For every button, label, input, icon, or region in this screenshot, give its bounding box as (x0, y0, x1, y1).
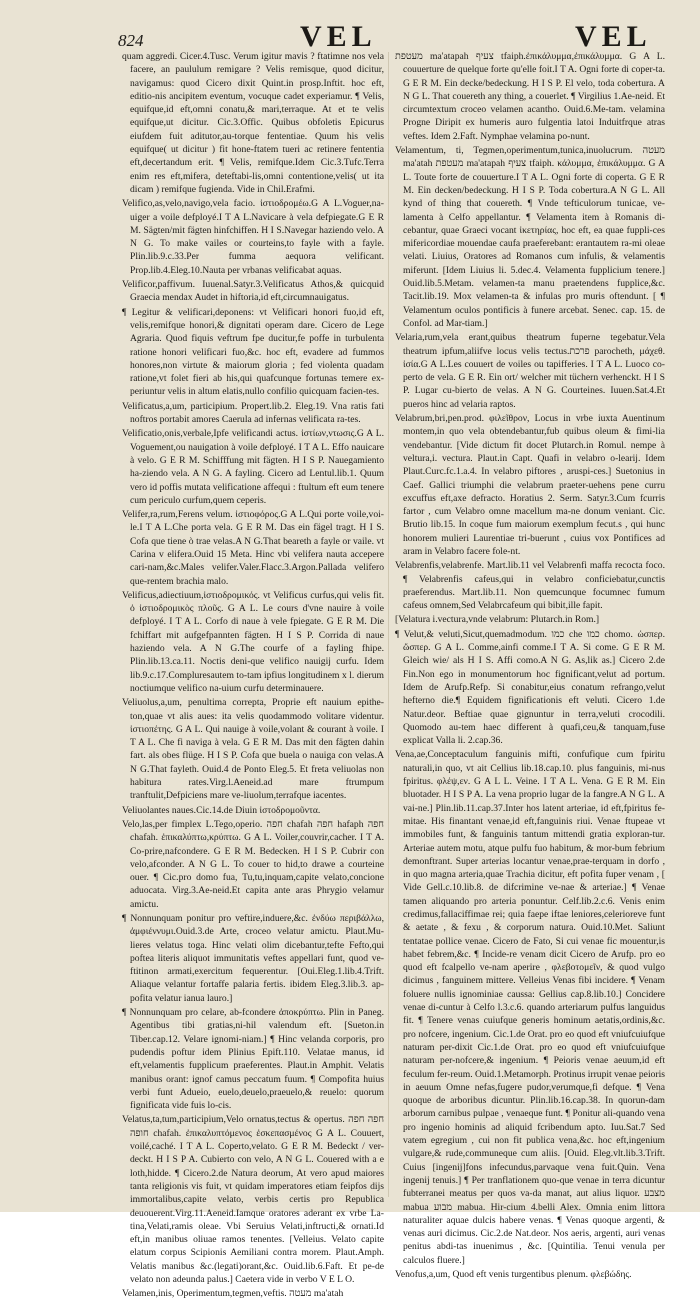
entry-velut: ¶ Velut,& veluti,Sicut,quemadmodum. כמו che כמו chomo. ὡσπερ. ὥσπερ. G A L. Comme,ainfi comme.I T A. Si come. G E R M. Gleich wie/ als H I S. Affi como.A N G. As,lik as.] Cicero 2.de Fin.Non ego in monumentorum hoc fignificant,velut ad portum. Idem de Arufp.Refp. Si conabitur,eius conatum refrango,velut hefterno die.¶ Equidem fignificationis eft veluti. Cicero 1.de Natur.deor. Beftiae quae gignuntur in terra,veluti crocodili. Quomodo au-tem haec different à quafi,ceu,& tanquam,fuse explicat Valla li. 2.cap.36. (395, 628, 665, 747)
entry-velifico: Velifico,as,velo,navigo,vela facio. ἱστιοδρομέω.G A L.Voguer,na-uiger a voile defployé.I T A L.Navicare à vela defpiegate.G E R M. Sägten/mit fägten hinfchiffen. H I S.Navegar haziendo velo. A N G. To make vailes or courteins,to fayle with a fayle. Plin.lib.9.c.33.Per fumma aequora velificant. Prop.lib.4.Eleg.10.Nauta per vrbanas velificabat aquas. (122, 198, 384, 276)
entry-vena: Vena,ae,Conceptaculum fanguinis mifti, confufique cum fpiritu naturali,in quo, vt ait Cellius lib.18.cap.10. plus fanguinis, mi-nus fpiritus. φλέψ,εν. G A L L. Veine. I T A L. Vena. G E R M. Ein bluotader. H I S P A. La vena proprio lugar de la fangre.A N G L. A vai-ne.] Plin.lib.11.cap.37.Inter hos latent arteriae, id eft,fpiritus fe-mitae. His finantant venae,id eft,fanguinis riui. Venae ftupeae vt immobiles funt, & fanguinis tantum mittendi gratia exploran-tur. Arteriae autem motu, atque pulfu fuo habitum, & mor-bum febrium demonftrant. Super arterias locantur venae,prae-terquam in dorfo , in quo magna arteria,quae Trachia dicitur, eft pofita fuper venam , [ Vide Gell.c.10.lib.8. de difcrimine ve-nae & arteriae.] ¶ Venae tamen aliquando pro arteria ponuntur. Celf.lib.2.c.6. Venis enim credimus,fallaciffimae rei; quia faepe iftae leniores,celerioreve funt & aetate , & fexu , & corporum natura. Ouid.10.Met. Saliunt tentatae pollice venae. Cicero de Fato, Si cui venae fic mouentur,is habet febrem,&c. ¶ Incide-re venam dicit Cicero de Arufp. pro eo quod eft fcalpello ve-nam aperire , φλεβοτομεῖν, & quod vulgo dicimus , fanguinem mittere. Velleius Venas fibi incidere. ¶ Venam foluere nullis ignominiae caussa: Gellius cap.8.lib.10.] Concidere venae di-cuntur à Celfo l.3.c.6. quando arteriarum pulfus languidus fit. ¶ Tenere venas cuiufque generis hominum aetatis,ordinis,&c. pro nofcere, ingenium. Cic.1.de Orat. pro eo quod eft vniufcuiufque naturam per-dixit Cic.1.de Orat. pro eo quod eft vniufcuiufque naturam per-nofcere,& ingenium. ¶ Peioris venae aeuum,id eft feculum fer-reum. Ouid.1.Metamorph. Protinus irrupit venae peioris in aeuum Omne nefas,fugere pudor,verumque,fi defque. ¶ Vena quoque de arboribus dicuntur. Plin.lib.16.cap.38. In quorun-dam arborum carnibus pulpae , venaeque funt. ¶ Ponitur ali-quando vena pro ingenio hominis ad aliquid fcribendum apto. Iuu.Sat.7 Sed vatem egregium , cui non fit publica vena,&c. hoc eft,ingenium vulgare,& rude,communeque cum aliis. [Ouid. Eleg.vlt.lib.3.Trift. Cuius [ingenij]fons infecundus,parvaque vena fuit.Quin. Vena ingenij tenuis.] ¶ Per tranflationem quo-que venae in terra dicuntur fubterranei meatus per quos va-da manat, aut alius liquor. מצבע mabua מבוע mabua. Hir-cium 4.belli Alex. Omnia enim littora naturaliter aquae dulcis habere venas. ¶ Venas quoque argenti, & venas auri dicimus. Cic.2.de Nat.deor. Nos aeris, argenti, auri venas penitus abdi-tas inuenimus , &c. [Quintilia. Tenui venula per calculos fluere.] (395, 749, 665, 1266)
running-head-left: VEL (300, 20, 377, 53)
entry-velabrum: Velabrum,bri,pen.prod. φιλεῖθρον, Locus in vrbe iuxta Auentinum montem,in quo vela obtendebantur,fub quibus oleum & fimi-lia vendebantur. [Vide dictum fit docet Plutarch.in Romul. nempe à veltura,i. vectura. Plaut.in Capt. Quafi in velabro o-learij. Idem Plaut.Curc.fc.1.a.4. In velabro piftores , aruspi-ces.] Suetonius in Caef. Gallici triumphi die velabrum praeter-uehens pene curru excuffus eft,axe defracto. Horatius 2. Serm. Satyr.3.Cum fcurris fartor , cum Velabro omne macellum ma-ne donum veniant. Cic. Brutio lib.15. In coque fum maiorum exemplum fecut.s , qui hunc honorem mulieri Laurentiae tri-buerunt , cuius vox Pontifices ad aram in Velabro facere fole-nt. (395, 413, 665, 557)
entry-velificatus: Velificatus,a,um, participium. Propert.lib.2. Eleg.19. Vna ratis fati noftros portabit amores Caerula ad infernas velificata ra-tes. (122, 400, 384, 426)
running-head-right: VEL (575, 20, 652, 53)
column-divider (388, 52, 389, 1197)
entry-velificus: Velificus,adiectiuum,ἱστιοδρομικός. vt Velificus curfus,qui velis fit. ὁ ἱστιοδρομικὸς πλοῦς. G A L. Le cours d'vne nauire à voile defployé. I T A L. Corfo di naue à vele fpiegate. G E R M. Die fchiffart mit aufgefpannten fägten. H I S P. Corrida di naue haziendo vela. A N G.The courfe of a fayling fhipe. Plin.lib.13.ca.11. Noctis deni-que velifico nauigij curfu. Idem lib.9.c.17.Compluresautem to-tam ipfius longitudinem x l. dierum noctiumque velifico na-uium curfu determinauere. (122, 589, 384, 694)
entry-paragraph: ¶ Nonnunquam pro celare, ab-fcondere ἀποκρύπτω. Plin in Paneg. Agentibus tibi gratias,ni-hil valendum eft. [Sueton.in Tiber.cap.12. Velare ignomi-niam.] ¶ Hinc velanda corporis, pro pudendis poftur idem Plinius Epift.110. Velatae manus, id eft,velamentis fupplicum praeferentes. Plaut.in Amphit. Velatis manibus orant: ignof camus peccatum fuum. ¶ Compofita huius verbi funt Adueio, euelo,deuelo,praeuelo,& reuelo: quorum fignificata vide fuis lo-cis. (122, 1007, 384, 1112)
entry-velo: Velo,las,per fimplex L.Tego,operio. חפה chafah חפה hafaph חפה chafah. ἐπικαλύπτω,κρύπτω. G A L. Voiler,couvrir,cacher. I T A. Co-prire,nafcondere. G E R M. Bedecken. H I S P. Cubrir con velo,afconder. A N G L. To couer to hid,to drawe a courteine ouer. ¶ Cic.pro domo fua, Tu,tu,inquam,capite velato,concione aduocata. Virg.3.Ae-neid.Et capita ante aras Phrygio velamur amictu. (122, 818, 384, 910)
right-column (395, 50, 666, 1281)
entry-paragraph: quam aggredi. Cicer.4.Tusc. Verum igitur mavis ? ftatimne nos vela facere, an paululum remigare ? Velis remisque, quod dicitur, navigamus: quod Cicero dixit Quint.in prosp.Inftit. hoc eft, editio-nis ancipitem eventum, vocuque cadet experiamur. ¶ Velis, equifque,id eft,omni conatu,& mari,terraque. At et te velis equifque,ut dicitur. Cic.3.Offic. Quibus obfoletis Epicurus eiufdem fuit aditutor,au-torque fententiae. Quum his velis equifque( ut dicitur ) fit hone-ftatem tueri ac retinere fententia eft,decertandum erit. ¶ Velis, remifque.Idem Cic.3.Tufc.Terra enim res eft,mifera, deteftabi-lis,omni contentione,velis( ut ita dicam ) remifque fugienda. Vide in Chil.Erafmi. (122, 51, 384, 195)
entry-velatura: [Velatura i.vectura,vnde velabrum: Plutarch.in Rom.] (395, 614, 600, 626)
entry-velamen: Velamen,inis, Operimentum,tegmen,veftis. מעטה ma'atah (122, 1288, 344, 1300)
page-number: 824 (118, 31, 144, 50)
entry-velificor: Velificor,paffivum. Iuuenal.Satyr.3.Velificatus Athos,& quicquid Graecia mendax Audet in hiftoria,id eft,circumnauigatus. (122, 279, 384, 304)
entry-velamentum: Velamentum, ti, Tegmen,operimentum,tunica,inuolucrum. מעטה ma'atah מעטפת ma'atapah צעיף tfaiph. κάλυμμα, ἐπικάλυμμα. G A L. Toute forte de couuerture.I T A L. Ogni forte di coperta. G E R M. Ein decken/bedeckung. H I S P. Toda cobertura.A N G L. All kynd of thing that couereth. ¶ Vnde tefticulorum tunicae, ve-lamenta à Celfo appellantur. ¶ Velamenta item à Romanis di-cebantur, quae Graeci vocant ἱκετηρίας, hoc eft, ea quae fuppli-ces mifericordiae mouendae caufa praeferebant: erantautem ra-mi oleae velati. Liuius, Oratores ad Romanos cum infulis, & velamentis miferunt. [Idem Liuius li. 5.dec.4. Velamenta fupplicium tenere.] Ouid.lib.5.Metam. velamen-ta manu praetendens fupplice,&c. Tacit.lib.19. Mox velamen-ta & infulas pro muris oftendunt. [ ¶ Velamentum oculos pontificis à funere arcebat. Senec. cap. 15. de Confol. ad Mar-tiam.] (395, 145, 666, 329)
entry-venosus: Venofus,a,um, Quod eft venis turgentibus plenum. φλεβώδης. (395, 1269, 632, 1281)
entry-velificatio: Velificatio,onis,verbale,Ipfe velificandi actus. ἱστίων,ντωσις.G A L. Voguement,ou nauigation à voile defployé. I T A L. Effo nauicare à velo. G E R M. Schifffung mit fägten. H I S P. Nauegamiento ha-ziendo vela. A N G. A fayling. Cicero ad Lentul.lib.1. Quum vero id poffis mutata velificatione affequi : ftultum eft eum tenere cum periculo curfum,quem ceperis. (122, 428, 384, 506)
entry-velabrensis: Velabrenfis,velabrenfe. Mart.lib.11 vel Velabrenfi maffa recocta foco. ¶ Velabrenfis cafeus,qui in velabro conficiebatur,cunctis praeferendus. Mart.lib.11. Non quemcunque focumnec fumum cafeus omnem,Sed Velabrcafeum qui bibit,ille fapit. (395, 560, 665, 612)
entry-velifer: Velifer,ra,rum,Ferens velum. ἱστιοφόρος.G A L.Qui porte voile,voi-le.I T A L.Che porta vela. G E R M. Das ein fägel tragt. H I S. Cofa que tiene ò trae velas.A N G.That beareth a fayle or vaile. vt Carina v elifera.Ouid 15 Meta. Hinc vbi velifera nauta accepere cari-nam,&c.Males velifer.Valer.Flacc.3.Argon.Pallada velifero que-rentem brachia malo. (122, 509, 384, 587)
entry-velaria: Velaria,rum,vela erant,quibus theatrum fuperne tegebatur.Vela theatrum ipfum,aliifve locus velis tectus.פרכת parocheth, μάχεθ. ἰσία.G A L.Les couuert de voiles ou tapifferies. I T A L. Luoco co-perto de vela. G E R. Ein ort/ welcher mit tüchern verhenckt. H I S P. Lugar cu-bierto de velas. A N G. Courteines. Iuuen.Sat.4.Et pueros hinc ad velaria raptos. (395, 332, 665, 410)
left-column (122, 50, 385, 1300)
entry-velatus: Velatus,ta,tum,participium,Velo ornatus,tectus & opertus. חפה חפה חופה chafah. ἐπικαλυπτόμενος ἐσκεπασμένος G A L. Couuert, voilé,caché. I T A L. Coperto,velato. G E R M. Bedeckt / ver-deckt. H I S P A. Cubierto con velo, A N G L. Couered with a e loth,hidde. ¶ Cicero.2.de Natura deorum, At vero apud maiores tanta religionis vis fuit, vt quidam imperatores etiam feipfos dijs immortalibus,capite velato, verbis certis pro Republica deuouerent.Virg.11.Aeneid.Iamque oratores aderant ex vrbe La-tina,Velati,ramis oleae. Vbi Seruius Velati,inftructi,& ornati.Id eft,in manibus oliuae ramos tenentes. [Velleius. Velato capite elatum corpus Scipionis Aemiliani contra morem. Plaut.Amph. Velatis manibus &c.(legati)orant,&c. Ouid.lib.6.Faft. Et pe-de velato non adeunda palus.] Caetera vide in verbo V E L O. (122, 1114, 385, 1286)
entry-veliuolus: Veliuolus,a,um, penultima correpta, Proprie eft nauium epithe-ton,quae vt alis aues: ita velis quodammodo volitare videntur. ἱστιοπέτης. G A L. Qui nauige à voile,volant & courant à voile. I T A L. Che fi naviga à vela. G E R M. Das mit den fägten dahin fart. als obes flüge. H I S P. Cofa que buela o nauiga con velas.A N G.That fayleth. Ouid.4 de Ponto Eleg.5. Et freta veliuolas non habitura rates.Virg.l.Aeneid.ad mare ftrumpum tranftulit,Defpiciens mare ve-liuolum,terrafque iacentes. (122, 697, 384, 802)
entry-paragraph: ¶ Nonnunquam ponitur pro veftire,induere,&c. ἐνδύω περιβάλλω, ἀμφιέννυμι.Ouid.3.de Arte, croceo velatur amictu. Plaut.Mu-lieres velatus toga. Hinc velati olim dicebantur,tefte Fefto,qui poftea literis aliquot immunitatis veftes appellari funt, quod ve-ftitinon armati,exercitum fequerentur. [Oui.Eleg.1.lib.4.Trift. Aliaque velantur fortaffe palaria fertis. ibidem Eleg.3.lib.3. ap-pofita velatur ianua lauro.] (122, 913, 384, 1004)
entry-velamen-continued: מעטפת ma'atapah צעיף tfaiph.ἐπικάλυμμα,ἐπικάλυμμα. G A L. couuerture de quelque forte qu'elle foit.I T A. Ogni forte di coper-ta. G E R M. Ein decke/bedeckung. H I S P. El velo, toda cobertura. A N G L. That couereth any thing, a couerlet. ¶ Virgilius 1.Ae-neid. Et circumtextum croceo velamen acantho. Ouid.6.Me-tam. velamina Progne Diripit ex humeris auro fulgentia latoi Induitfrque atras veftes. Idem 2.Faft. Nymphae velamina po-nunt. (395, 51, 665, 142)
entry-veliuolantes: Veliuolantes naues.Cic.14.de Diuin ἱστοδρομοῦντα. (122, 804, 321, 816)
entry-paragraph: ¶ Legitur & velificari,deponens: vt Velificari honori fuo,id eft, velis,remifque honori,& dignitati operam dare. Cicero de Lege Agraria. Quod fiquis veftrum fpe ducitur,fe poffe in turbulenta ratione honori velificari fuo,&c. hoc eft, evadere ad fummos honores,non virtute & maiorum gloria ; fed violenta quadam ratione,vt folet fieri ab his,qui quafcunque fortunas temere ex-periuntur velis in altum elatis,nullo confilio quicquam facien-tes. (122, 306, 384, 398)
